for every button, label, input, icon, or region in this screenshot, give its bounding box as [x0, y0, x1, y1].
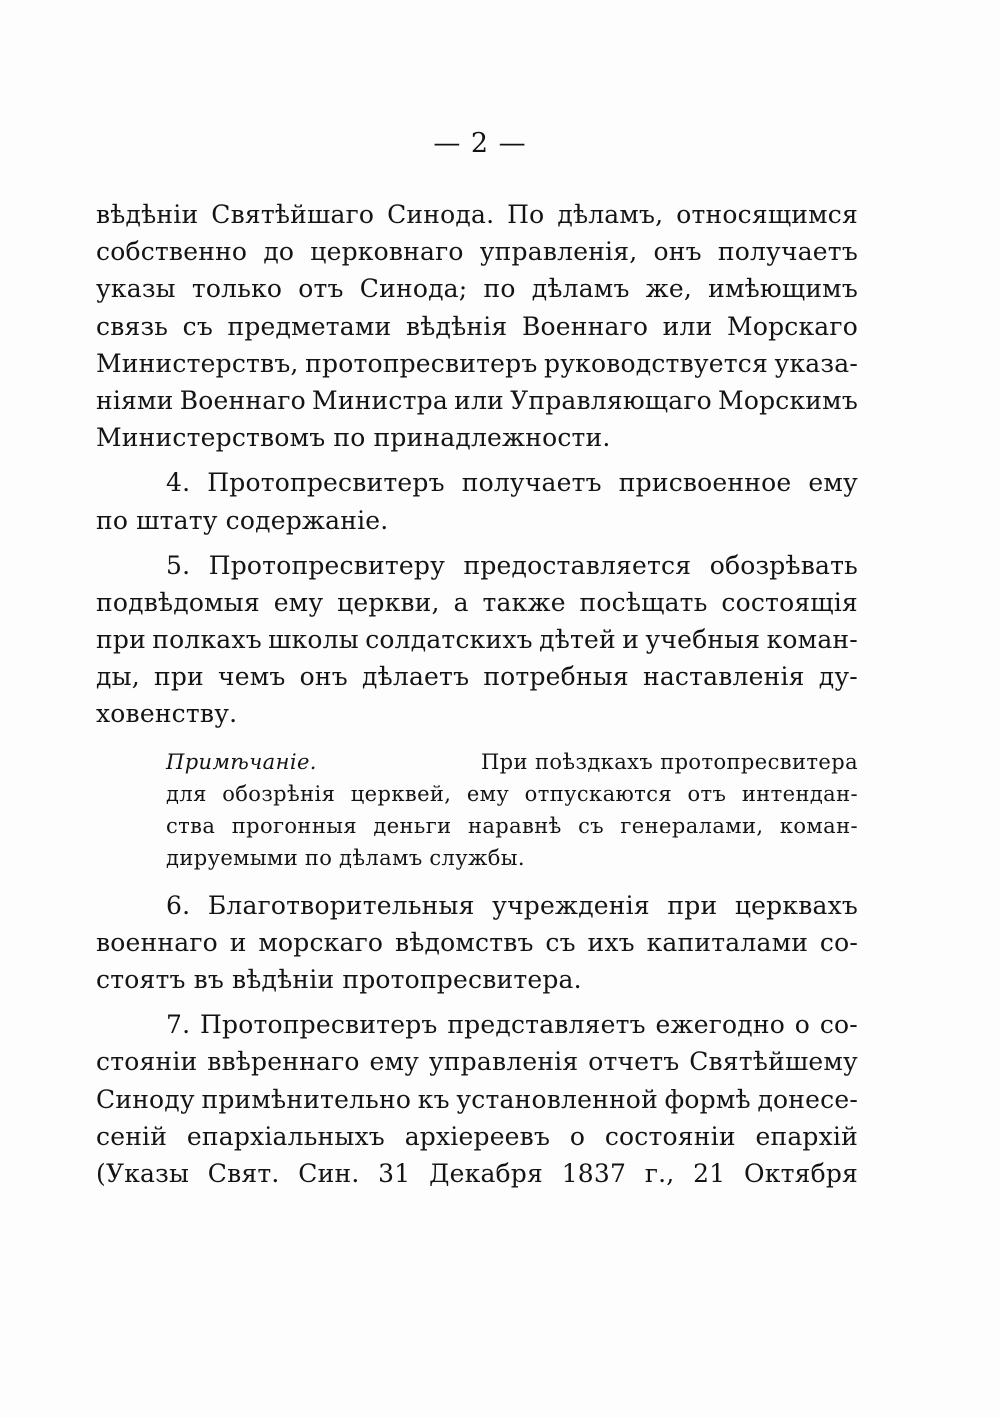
text-line: подвѣдомыя ему церкви, а также посѣщать состоящія: [96, 587, 858, 617]
text-line: при полкахъ школы солдатскихъ дѣтей и учебныя коман-: [96, 625, 858, 655]
text-line: 4. Протопресвитеръ получаетъ присвоенное ему: [166, 468, 858, 498]
text-line: для обозрѣнія церквей, ему отпускаются отъ интендан-: [166, 781, 858, 806]
text-line: указы только отъ Синода; по дѣламъ же, имѣющимъ: [96, 274, 858, 304]
paragraph-7: [96, 1006, 858, 1192]
text-line: стоятъ въ вѣдѣніи протопресвитера.: [96, 965, 582, 994]
text-line: ства прогонныя деньги наравнѣ съ генералами, коман-: [166, 813, 858, 838]
body-text: [96, 196, 858, 1192]
paragraph-4: [96, 464, 858, 538]
text-line: собственно до церковнаго управленія, онъ получаетъ: [96, 237, 858, 267]
note-label: Примѣчаніе.: [166, 749, 317, 774]
text-line: 5. Протопресвитеру предоставляется обозрѣвать: [166, 550, 858, 580]
text-line: военнаго и морскаго вѣдомствъ съ ихъ капиталами со-: [96, 927, 858, 957]
text-line: (Указы Свят. Син. 31 Декабря 1837 г., 21 Октября: [96, 1158, 858, 1188]
note-first-line-text: При поѣздкахъ протопресвитера: [480, 749, 858, 774]
text-line: Синоду примѣнительно къ установленной формѣ донесе-: [96, 1084, 858, 1114]
text-line: вѣдѣніи Святѣйшаго Синода. По дѣламъ, относящимся: [96, 200, 858, 229]
text-line: стояніи ввѣреннаго ему управленія отчетъ Святѣйшему: [96, 1047, 858, 1077]
text-line: Министерствомъ по принадлежности.: [96, 423, 611, 453]
paragraph-continuation: [96, 196, 858, 456]
note-first-line: [166, 746, 858, 778]
text-line: ды, при чемъ онъ дѣлаетъ потребныя наставленія ду-: [96, 662, 858, 692]
paragraph-6: [96, 887, 858, 999]
page-number: — 2 —: [433, 128, 527, 159]
text-line: дируемыми по дѣламъ службы.: [166, 845, 525, 870]
text-line: 7. Протопресвитеръ представляетъ ежегодно о со-: [166, 1010, 858, 1040]
text-line: ніями Военнаго Министра или Управляющаго Морскимъ: [96, 385, 858, 415]
text-line: сеній епархіальныхъ архіереевъ о состояніи епархій: [96, 1121, 858, 1151]
text-line: Министерствъ, протопресвитеръ руководствуется указа-: [96, 348, 858, 378]
text-line: по штату содержаніе.: [96, 505, 389, 535]
text-line: связь съ предметами вѣдѣнія Военнаго или Морскаго: [96, 311, 858, 341]
note-block: [166, 746, 858, 874]
paragraph-5: [96, 547, 858, 733]
text-line: 6. Благотворительныя учрежденія при церквахъ: [166, 890, 858, 920]
text-line: ховенству.: [96, 699, 238, 729]
